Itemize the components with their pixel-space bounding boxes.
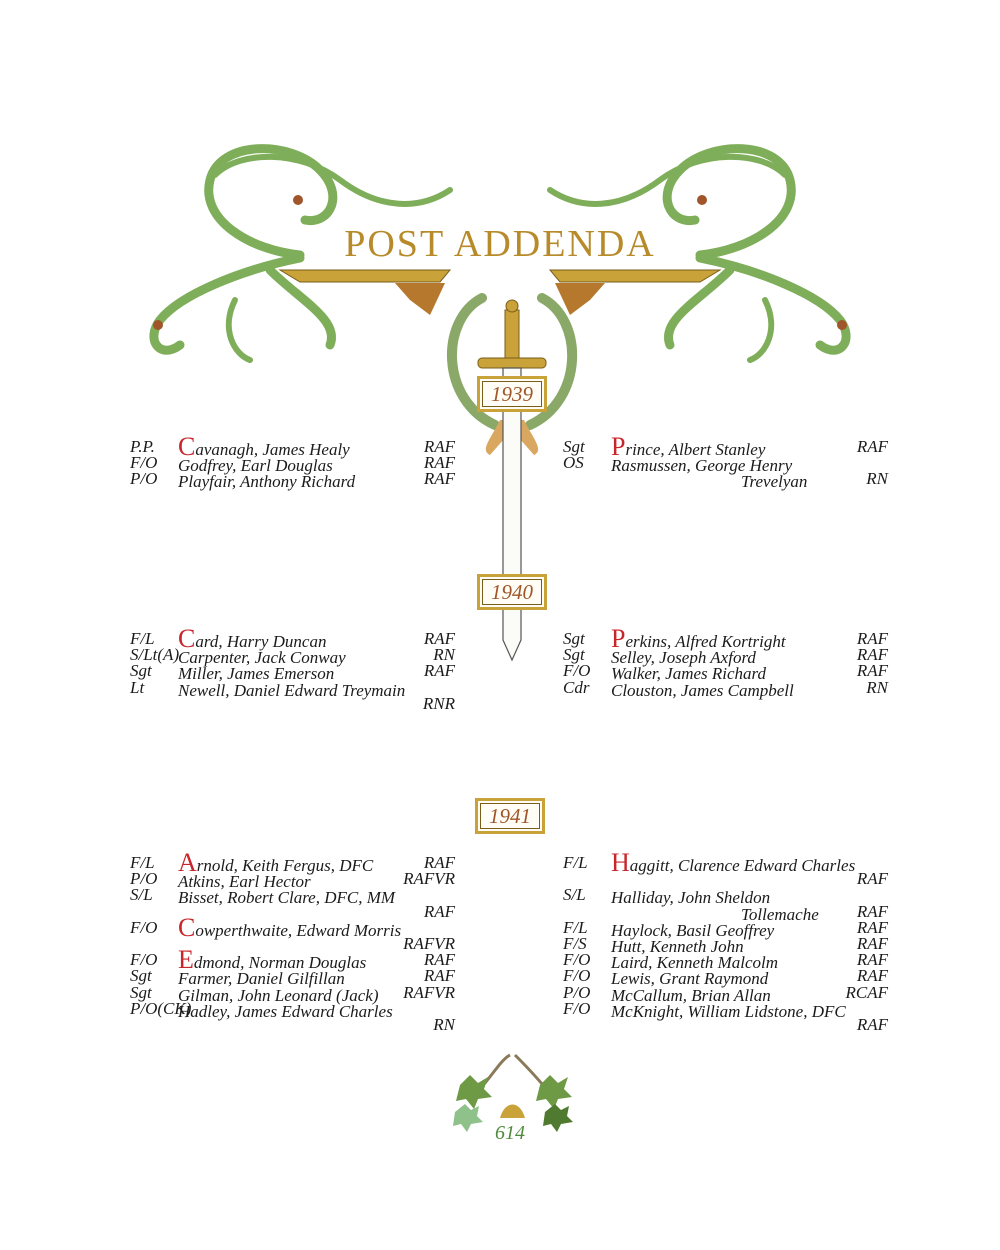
entry-initial: H [611, 848, 630, 877]
entry-service: RAF [423, 661, 455, 681]
entry-service: RAF [856, 950, 888, 970]
list-item [563, 469, 888, 492]
entry-initial: C [178, 432, 196, 461]
entry-service: RAF [856, 1015, 888, 1034]
entry-service: RAF [423, 966, 455, 986]
year-label-1941: 1941 [475, 798, 545, 834]
ivy-ornament-icon [453, 1055, 573, 1132]
entry-rank: F/L [563, 917, 588, 937]
sword-grip-icon [505, 310, 519, 360]
entry-name-text: Trevelyan [741, 472, 808, 492]
page-number: 614 [495, 1122, 525, 1144]
banner-fold-left-icon [395, 283, 445, 315]
entry-rank: Cdr [563, 677, 590, 697]
year-label-1940: 1940 [477, 574, 547, 610]
entry-initial: E [178, 945, 194, 975]
entry-rank: S/L [130, 885, 153, 905]
entry-name-text: avanagh, James Healy [195, 440, 350, 459]
entry-initial: P [611, 432, 626, 461]
entry-rank: P/O [130, 469, 158, 489]
entry-service: RN [866, 469, 888, 489]
entry-name-text: McCallum, Brian Allan [611, 985, 771, 1005]
entry-service: RAF [423, 901, 455, 921]
entry-name-text: ard, Harry Duncan [195, 632, 327, 651]
list-item [130, 695, 455, 713]
scroll-bud-icon [697, 195, 707, 205]
entry-rank: F/O [563, 998, 591, 1018]
entry-service: RAF [856, 901, 888, 921]
entry-service: RAF [856, 661, 888, 681]
entry-initial: C [178, 912, 196, 942]
entry-service: RNR [422, 693, 455, 713]
entry-service: RAFVR [403, 869, 455, 889]
list-item [563, 1016, 888, 1034]
scroll-bud-icon [837, 320, 847, 330]
entry-name-text: Bisset, Robert Clare, DFC, MM [178, 888, 396, 908]
entry-name [741, 470, 807, 491]
entry-service: RAFVR [403, 934, 455, 953]
entry-rank: P/O [130, 869, 158, 889]
entry-name [178, 470, 355, 491]
entry-rank: Sgt [563, 645, 585, 665]
entry-service: RAF [856, 629, 888, 648]
entry-service: RN [433, 1015, 455, 1034]
entry-service: RAF [856, 934, 888, 953]
entry-rank: P/O [563, 982, 591, 1002]
entry-name-text: McKnight, William Lidstone, DFC [611, 1001, 846, 1021]
entry-name-text: Atkins, Earl Hector [178, 872, 311, 892]
entry-rank: F/O [563, 950, 591, 970]
year-label-1939: 1939 [477, 376, 547, 412]
list-item [563, 677, 888, 700]
entry-name-text: Halliday, John Sheldon [611, 888, 771, 908]
entry-name-text: rnold, Keith Fergus, DFC [196, 856, 374, 875]
entry-name-text: Playfair, Anthony Richard [178, 472, 356, 492]
entry-rank: Sgt [130, 966, 152, 986]
entry-service: RN [433, 645, 455, 665]
entry-service: RCAF [845, 982, 888, 1002]
entry-service: RAF [423, 853, 455, 872]
entry-name-text: rince, Albert Stanley [625, 440, 766, 459]
entry-name-text: Hadley, James Edward Charles [178, 1001, 393, 1021]
entry-name-text: Farmer, Daniel Gilfillan [178, 969, 345, 989]
entry-service: RAF [856, 966, 888, 986]
entry-rank: F/S [563, 934, 587, 953]
entry-rank: F/O [130, 453, 158, 473]
entry-service: RN [866, 677, 888, 697]
entry-rank: Sgt [563, 437, 585, 456]
entry-name-text: Hutt, Kenneth John [611, 937, 744, 956]
entry-service: RAFVR [403, 982, 455, 1002]
entry-rank: F/O [130, 917, 158, 937]
entry-name-text: Miller, James Emerson [178, 664, 335, 684]
list-item [130, 469, 455, 492]
entry-name-text: Selley, Joseph Axford [611, 648, 756, 668]
scroll-bud-icon [293, 195, 303, 205]
gold-bar-left-icon [280, 270, 450, 282]
entry-rank: F/O [563, 966, 591, 986]
sword-pommel-icon [506, 300, 518, 312]
entry-name-text: Laird, Kenneth Malcolm [611, 953, 778, 973]
list-item [130, 1016, 455, 1034]
entry-name-text: Clouston, James Campbell [611, 680, 794, 700]
entry-name-text: Carpenter, Jack Conway [178, 648, 346, 668]
entry-rank: F/L [130, 629, 155, 648]
entry-name-text: erkins, Alfred Kortright [625, 632, 786, 651]
entry-rank: F/L [563, 853, 588, 872]
page-title: POST ADDENDA [344, 223, 656, 265]
entry-name-text: Godfrey, Earl Douglas [178, 456, 333, 476]
entry-service: RAF [423, 950, 455, 970]
entry-rank: Sgt [563, 629, 585, 648]
entry-name-text: Newell, Daniel Edward Treymain [178, 680, 406, 700]
entry-service: RAF [423, 629, 455, 648]
entry-name [611, 679, 794, 700]
entry-initial: P [611, 624, 626, 653]
entry-initial: C [178, 624, 196, 653]
entry-name-text: aggitt, Clarence Edward Charles [629, 856, 856, 875]
entry-service: RAF [856, 437, 888, 456]
entry-rank: P.P. [130, 437, 155, 456]
entry-service: RAF [856, 869, 888, 889]
entry-rank: F/L [130, 853, 155, 872]
entry-service: RAF [423, 453, 455, 473]
gold-bar-right-icon [550, 270, 720, 282]
entry-rank: Sgt [130, 661, 152, 681]
entry-rank: S/Lt(A) [130, 645, 180, 665]
scroll-bud-icon [153, 320, 163, 330]
entry-rank: OS [563, 453, 584, 473]
entry-rank: Sgt [130, 982, 152, 1002]
entry-rank: Lt [130, 677, 145, 697]
entry-rank: S/L [563, 885, 586, 905]
entry-service: RAF [856, 645, 888, 665]
sword-guard-icon [478, 358, 546, 368]
entry-name-text: Gilman, John Leonard (Jack) [178, 985, 379, 1005]
entry-name-text: dmond, Norman Douglas [193, 953, 367, 973]
entry-initial: A [178, 848, 197, 877]
entry-rank: F/O [563, 661, 591, 681]
entry-name-text: Walker, James Richard [611, 664, 767, 684]
entry-service: RAF [856, 917, 888, 937]
entry-rank: F/O [130, 950, 158, 970]
entry-name-text: Lewis, Grant Raymond [611, 969, 769, 989]
entry-name-text: Haylock, Basil Geoffrey [611, 920, 775, 940]
entry-rank: P/O(CK) [130, 998, 192, 1018]
entry-name-text: owperthwaite, Edward Morris [195, 920, 402, 940]
entry-service: RAF [423, 437, 455, 456]
entry-name-text: Tollemache [741, 904, 819, 924]
entry-service: RAF [423, 469, 455, 489]
entry-name-text: Rasmussen, George Henry [611, 456, 793, 476]
